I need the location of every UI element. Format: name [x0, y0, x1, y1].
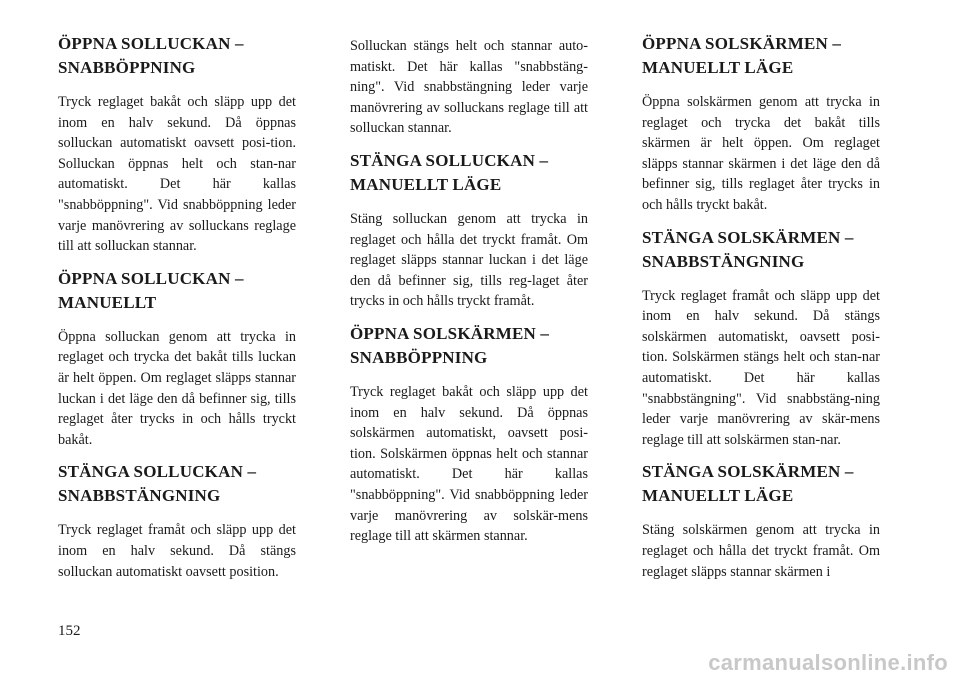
watermark: carmanualsonline.info	[708, 650, 948, 675]
section-heading: STÄNGA SOLSKÄRMEN – SNABBSTÄNGNING	[642, 227, 854, 271]
section-body: Tryck reglaget bakåt och släpp upp det inom en halv sekund. Då öppnas solskärmen automatiskt, oavsett posi-tion. Solskärmen öppnas helt och stannar automatiskt. Det här kallas "snabböppning". Vid snabböppning leder varje manövrering av solskär-mens reglage till att skärmen stannar.	[350, 383, 588, 545]
text-column-2	[350, 36, 588, 557]
section	[350, 322, 588, 547]
section	[642, 32, 880, 216]
section	[58, 267, 296, 451]
section-body: Öppna solluckan genom att trycka in reglaget och trycka det bakåt tills luckan är helt öppen. Om reglaget släpps stannar luckan i det läge den då befinner sig, tills reglaget åter trycks in och hålls tryckt bakåt.	[58, 328, 296, 448]
section	[642, 226, 880, 451]
section	[350, 36, 588, 139]
section-body: Stäng solskärmen genom att trycka in reglaget och hålla det tryckt framåt. Om reglaget släpps stannar skärmen i	[642, 522, 880, 580]
text-column-3	[642, 32, 880, 592]
section-body: Solluckan stängs helt och stannar auto-matiskt. Det här kallas "snabbstäng-ning". Vid snabbstängning leder varje manövrering av solluckans reglage till att solluckan stannar.	[350, 38, 588, 137]
section	[58, 460, 296, 582]
section	[350, 149, 588, 312]
section-heading: ÖPPNA SOLLUCKAN – MANUELLT	[58, 268, 244, 312]
page-number: 152	[58, 623, 81, 639]
section-heading: STÄNGA SOLLUCKAN – SNABBSTÄNGNING	[58, 462, 257, 506]
section-body: Tryck reglaget framåt och släpp upp det inom en halv sekund. Då stängs solluckan automatiskt oavsett position.	[58, 522, 296, 580]
section-heading: STÄNGA SOLSKÄRMEN – MANUELLT LÄGE	[642, 462, 854, 506]
section-body: Tryck reglaget framåt och släpp upp det inom en halv sekund. Då stängs solskärmen automatiskt, oavsett posi-tion. Solskärmen stängs helt och stan-nar automatiskt. Det här kallas "snabbstängning". Vid snabbstäng-ning leder varje manövrering av skär-mens reglage till att solskärmen stan-nar.	[642, 287, 880, 448]
section-body: Tryck reglaget bakåt och släpp upp det inom en halv sekund. Då öppnas solluckan automatiskt oavsett posi-tion. Solluckan öppnas helt och stan-nar automatiskt. Det här kallas "snabböppning". Vid snabböppning leder varje manövrering av solluckans reglage till att solluckan stannar.	[58, 94, 296, 255]
section-heading: ÖPPNA SOLSKÄRMEN – MANUELLT LÄGE	[642, 34, 842, 77]
section	[58, 32, 296, 257]
section-heading: ÖPPNA SOLLUCKAN – SNABBÖPPNING	[58, 34, 244, 77]
section-body: Stäng solluckan genom att trycka in reglaget och hålla det tryckt framåt. Om reglaget släpps stannar luckan i det läge den då befinner sig, tills reg-laget åter trycks in och hålls tryckt framåt.	[350, 210, 588, 310]
text-column-1	[58, 32, 296, 592]
section-heading: ÖPPNA SOLSKÄRMEN – SNABBÖPPNING	[350, 323, 550, 367]
section-body: Öppna solskärmen genom att trycka in reglaget och trycka det bakåt tills skärmen är helt öppen. Om reglaget släpps stannar skärmen i det läge den då befinner sig, tills reglaget åter trycks in och hålls tryckt bakåt.	[642, 94, 880, 213]
section-heading: STÄNGA SOLLUCKAN – MANUELLT LÄGE	[350, 150, 549, 194]
section	[642, 460, 880, 582]
